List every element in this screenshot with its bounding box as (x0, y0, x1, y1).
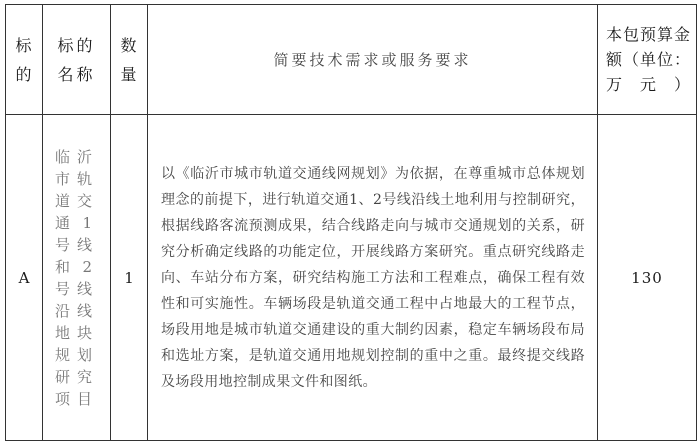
header-bid-name-cell (43, 5, 111, 115)
budget-cell (598, 115, 697, 441)
bid-number: A (18, 268, 30, 287)
bid-number-cell (6, 115, 43, 441)
bid-table (5, 4, 697, 441)
header-bid-number-cell (6, 5, 43, 115)
header-quantity-cell (111, 5, 148, 115)
header-requirements: 简要技术需求或服务要求 (273, 51, 472, 69)
header-requirements-cell (148, 5, 598, 115)
header-bid-name: 标的名称 (57, 35, 96, 84)
quantity-cell (111, 115, 148, 441)
table-row (6, 115, 697, 441)
requirements-cell (148, 115, 598, 441)
budget-value: 130 (631, 268, 663, 287)
bid-name: 临沂市轨道交通1号线和2号线沿线地块规划研究项目 (55, 147, 92, 408)
table-header-row (6, 5, 697, 115)
header-bid-number: 标的 (15, 35, 33, 84)
quantity-value: 1 (124, 268, 134, 287)
header-budget-cell (598, 5, 697, 115)
requirements-text: 以《临沂市城市轨道交通线网规划》为依据，在尊重城市总体规划理念的前提下，进行轨道交通1、2号线沿线土地利用与控制研究，根据线路客流预测成果，结合线路走向与城市交通规划的关系，研究分析确定线路的功能定位，开展线路方案研究。重点研究线路走向、车站分布方案，研究结构施工方法和工程难点，确保工程有效性和可实施性。车辆场段是轨道交通工程中占地最大的工程节点，场段用地是城市轨道交通建设的重大制约因素，稳定车辆场段布局和选址方案，是轨道交通用地规划控制的重中之重。最终提交线路及场段用地控制成果文件和图纸。 (161, 165, 585, 390)
header-quantity: 数量 (120, 35, 138, 84)
bid-name-cell (43, 115, 111, 441)
header-budget: 本包预算金额（单位：万元） (606, 25, 690, 94)
